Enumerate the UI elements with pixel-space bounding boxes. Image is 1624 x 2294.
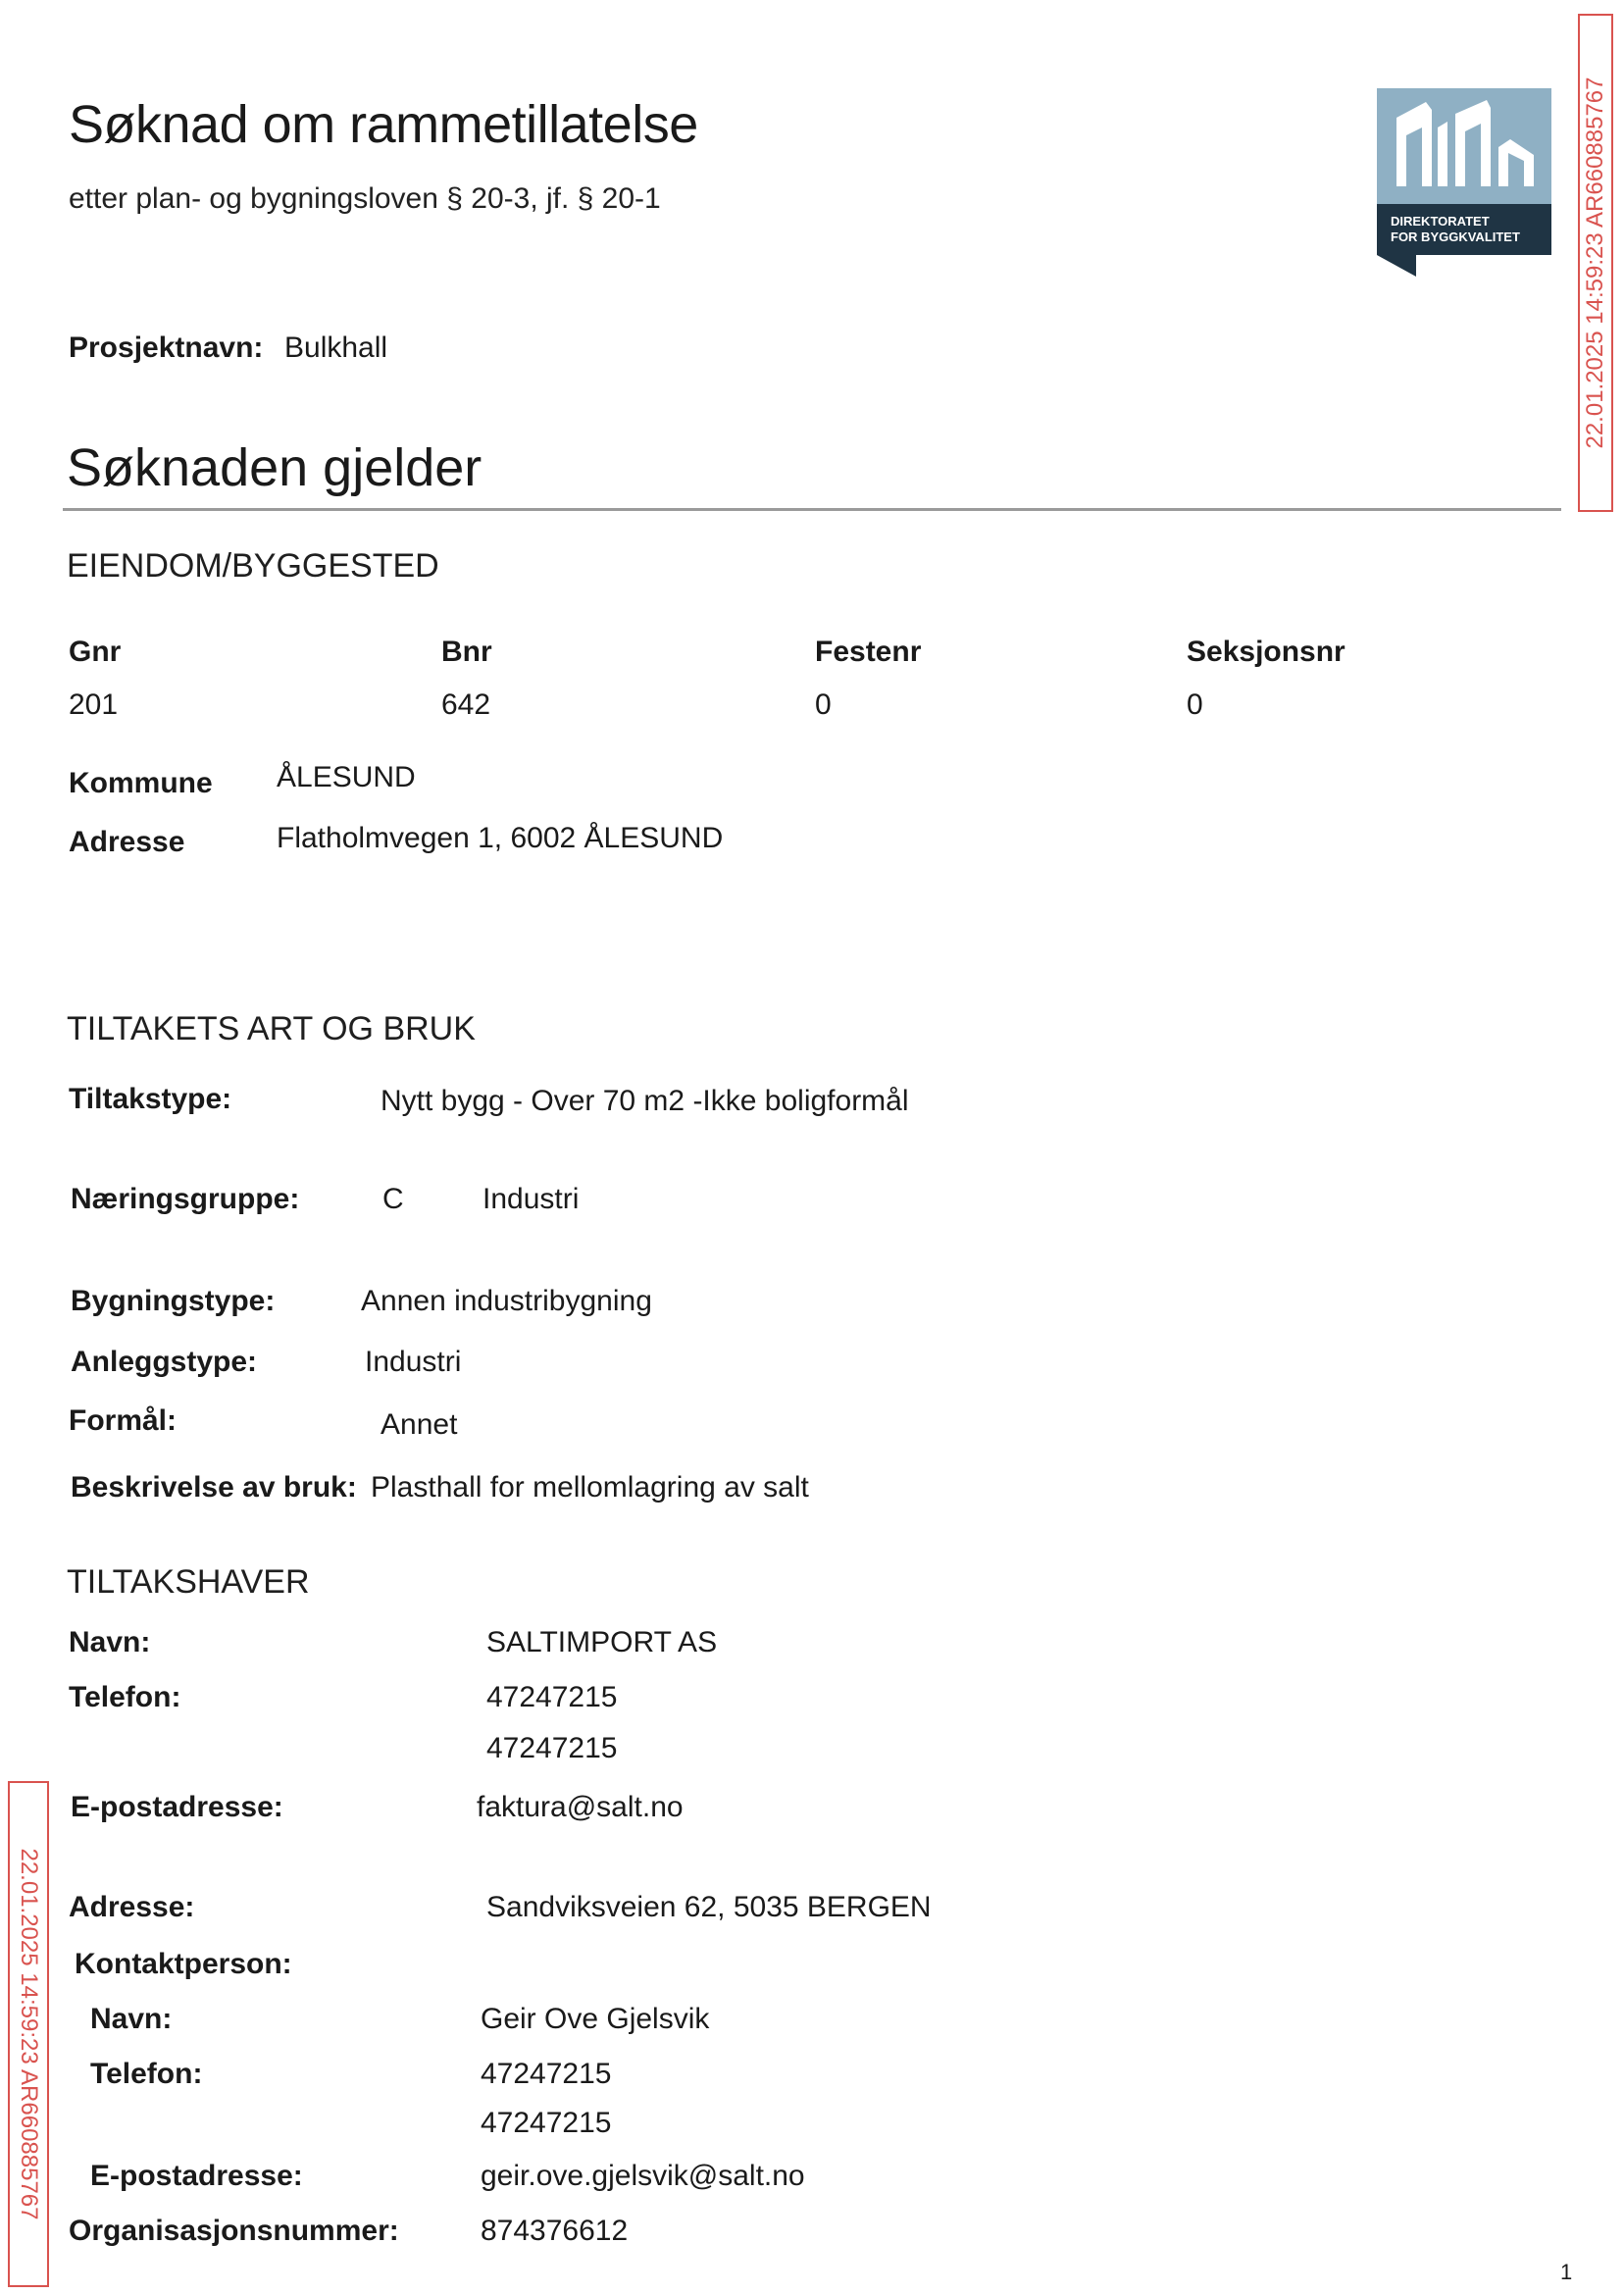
- contact-phone-value-2: 47247215: [481, 2107, 612, 2139]
- bnr-label: Bnr: [441, 636, 492, 668]
- property-address-value: Flatholmvegen 1, 6002 ÅLESUND: [277, 822, 724, 854]
- owner-address-label: Adresse:: [69, 1891, 195, 1923]
- logo-text-line1: DIREKTORATET: [1391, 214, 1490, 229]
- project-name-value: Bulkhall: [284, 331, 388, 364]
- property-heading: EIENDOM/BYGGESTED: [67, 547, 439, 585]
- tiltakstype-value: Nytt bygg - Over 70 m2 -Ikke boligformål: [381, 1085, 909, 1117]
- stamp-text: 22.01.2025 14:59:23 AR660885767: [1582, 76, 1608, 449]
- owner-email-label: E-postadresse:: [71, 1791, 283, 1823]
- seksjonsnr-value: 0: [1187, 688, 1203, 721]
- dibk-logo: [1377, 88, 1551, 277]
- tiltakshaver-heading: TILTAKSHAVER: [67, 1563, 310, 1601]
- page-subtitle: etter plan- og bygningsloven § 20-3, jf. § 20-1: [69, 182, 661, 215]
- seksjonsnr-label: Seksjonsnr: [1187, 636, 1345, 668]
- project-name-label: Prosjektnavn:: [69, 331, 264, 364]
- timestamp-stamp-left: [8, 1781, 49, 2287]
- contact-name-value: Geir Ove Gjelsvik: [481, 2003, 710, 2035]
- naeringsgruppe-value: Industri: [482, 1183, 580, 1215]
- contact-email-label: E-postadresse:: [90, 2160, 303, 2192]
- bygningstype-label: Bygningstype:: [71, 1285, 276, 1317]
- owner-phone-value-2: 47247215: [486, 1732, 618, 1764]
- naeringsgruppe-code: C: [382, 1183, 404, 1215]
- page-number: 1: [1560, 2260, 1573, 2284]
- owner-phone-label: Telefon:: [69, 1681, 181, 1713]
- contact-person-label: Kontaktperson:: [75, 1948, 292, 1980]
- beskrivelse-value: Plasthall for mellomlagring av salt: [371, 1471, 809, 1504]
- owner-address-value: Sandviksveien 62, 5035 BERGEN: [486, 1891, 932, 1923]
- anleggstype-label: Anleggstype:: [71, 1346, 258, 1378]
- logo-text-line2: FOR BYGGKVALITET: [1391, 229, 1520, 244]
- naeringsgruppe-label: Næringsgruppe:: [71, 1183, 300, 1215]
- festenr-value: 0: [815, 688, 832, 721]
- bygningstype-value: Annen industribygning: [361, 1285, 652, 1317]
- owner-name-value: SALTIMPORT AS: [486, 1626, 718, 1658]
- property-address-label: Adresse: [69, 826, 185, 858]
- contact-name-label: Navn:: [90, 2003, 173, 2035]
- festenr-label: Festenr: [815, 636, 922, 668]
- tiltak-heading: TILTAKETS ART OG BRUK: [67, 1010, 476, 1047]
- page-title: Søknad om rammetillatelse: [69, 95, 698, 154]
- anleggstype-value: Industri: [365, 1346, 462, 1378]
- contact-email-value: geir.ove.gjelsvik@salt.no: [481, 2160, 805, 2192]
- owner-phone-value-1: 47247215: [486, 1681, 618, 1713]
- gnr-value: 201: [69, 688, 119, 721]
- kommune-label: Kommune: [69, 767, 213, 799]
- stamp-text: 22.01.2025 14:59:23 AR660885767: [16, 1848, 42, 2220]
- formal-label: Formål:: [69, 1404, 178, 1437]
- kommune-value: ÅLESUND: [277, 761, 416, 793]
- gnr-label: Gnr: [69, 636, 122, 668]
- contact-phone-value-1: 47247215: [481, 2058, 612, 2090]
- contact-phone-label: Telefon:: [90, 2058, 203, 2090]
- owner-email-value: faktura@salt.no: [477, 1791, 684, 1823]
- timestamp-stamp-right: [1578, 14, 1613, 512]
- formal-value: Annet: [381, 1408, 458, 1441]
- orgnr-value: 874376612: [481, 2215, 629, 2247]
- tiltakstype-label: Tiltakstype:: [69, 1083, 232, 1115]
- owner-name-label: Navn:: [69, 1626, 151, 1658]
- beskrivelse-label: Beskrivelse av bruk:: [71, 1471, 357, 1504]
- bnr-value: 642: [441, 688, 491, 721]
- orgnr-label: Organisasjonsnummer:: [69, 2215, 399, 2247]
- section-title: Søknaden gjelder: [67, 438, 482, 497]
- section-divider: [63, 508, 1561, 511]
